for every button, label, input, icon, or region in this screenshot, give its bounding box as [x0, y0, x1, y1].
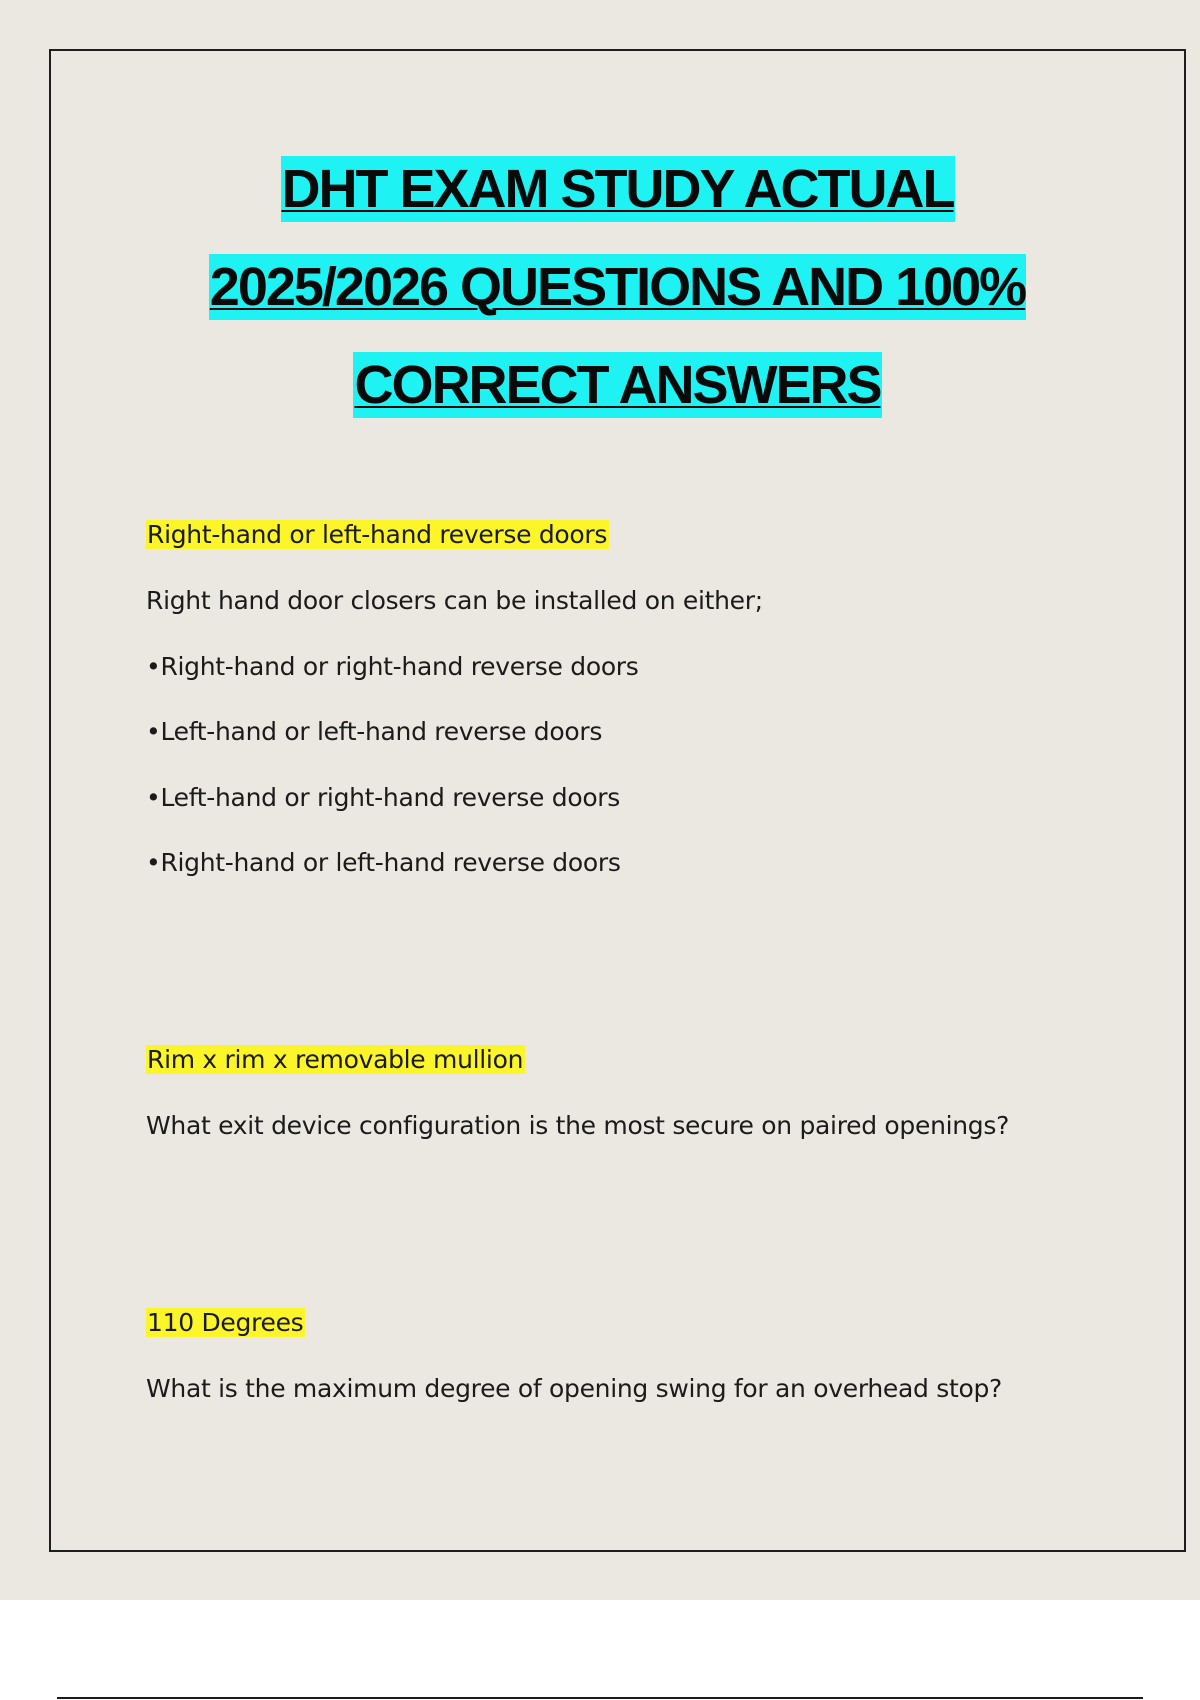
- item-1-answer-line: [146, 516, 609, 554]
- bottom-divider: [57, 1697, 1143, 1699]
- title-line-3: [49, 336, 1186, 434]
- item-3-question: What is the maximum degree of opening swing for an overhead stop?: [146, 1374, 1002, 1403]
- item-1-option-4: •Right-hand or left-hand reverse doors: [146, 848, 621, 877]
- title-text-2: 2025/2026 QUESTIONS AND 100%: [209, 254, 1026, 320]
- item-1-question: Right hand door closers can be installed on either;: [146, 586, 763, 615]
- item-3-answer-line: [146, 1304, 305, 1342]
- item-1-option-1: •Right-hand or right-hand reverse doors: [146, 652, 639, 681]
- title-line-2: [49, 238, 1186, 336]
- title-line-1: [49, 140, 1186, 238]
- document-title: [49, 140, 1186, 434]
- item-3-answer: 110 Degrees: [147, 1308, 304, 1337]
- item-2-answer: Rim x rim x removable mullion: [147, 1045, 524, 1074]
- item-1-option-2: •Left-hand or left-hand reverse doors: [146, 717, 603, 746]
- item-1-answer: Right-hand or left-hand reverse doors: [147, 520, 608, 549]
- title-text-3: CORRECT ANSWERS: [353, 352, 881, 418]
- item-1-option-3: •Left-hand or right-hand reverse doors: [146, 783, 621, 812]
- title-text-1: DHT EXAM STUDY ACTUAL: [281, 156, 955, 222]
- item-2-question: What exit device configuration is the most secure on paired openings?: [146, 1111, 1010, 1140]
- item-2-answer-line: [146, 1041, 525, 1079]
